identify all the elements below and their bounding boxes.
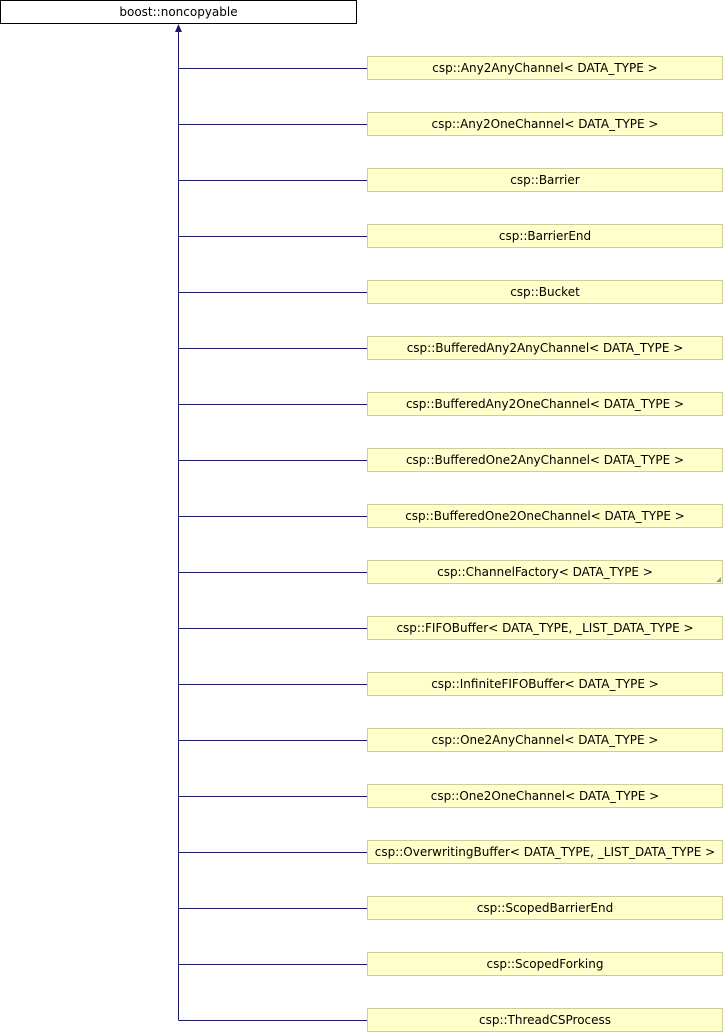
derived-class-node[interactable]: csp::InfiniteFIFOBuffer< DATA_TYPE > [367,672,723,696]
derived-class-node[interactable]: csp::Barrier [367,168,723,192]
derived-class-node[interactable]: csp::OverwritingBuffer< DATA_TYPE, _LIST_DATA_TYPE > [367,840,723,864]
derived-class-node[interactable]: csp::ThreadCSProcess [367,1008,723,1032]
inheritance-branches [179,69,368,1021]
base-class-boost-noncopyable[interactable]: boost::noncopyable [0,0,357,24]
derived-class-node[interactable]: csp::ScopedForking [367,952,723,976]
derived-class-node[interactable]: csp::One2OneChannel< DATA_TYPE > [367,784,723,808]
derived-class-node[interactable]: csp::Bucket [367,280,723,304]
inheritance-arrowhead [175,24,182,32]
derived-class-node[interactable]: csp::BufferedAny2OneChannel< DATA_TYPE > [367,392,723,416]
derived-class-node[interactable]: csp::BufferedOne2AnyChannel< DATA_TYPE > [367,448,723,472]
derived-class-node[interactable]: csp::Any2OneChannel< DATA_TYPE > [367,112,723,136]
derived-class-node[interactable]: csp::BufferedAny2AnyChannel< DATA_TYPE > [367,336,723,360]
derived-class-node[interactable]: csp::BufferedOne2OneChannel< DATA_TYPE > [367,504,723,528]
derived-class-node[interactable]: csp::Any2AnyChannel< DATA_TYPE > [367,56,723,80]
derived-class-node[interactable]: csp::One2AnyChannel< DATA_TYPE > [367,728,723,752]
derived-class-node[interactable]: csp::FIFOBuffer< DATA_TYPE, _LIST_DATA_TYPE > [367,616,723,640]
derived-class-node[interactable]: csp::BarrierEnd [367,224,723,248]
derived-class-node[interactable]: csp::ChannelFactory< DATA_TYPE > [367,560,723,584]
derived-class-node[interactable]: csp::ScopedBarrierEnd [367,896,723,920]
